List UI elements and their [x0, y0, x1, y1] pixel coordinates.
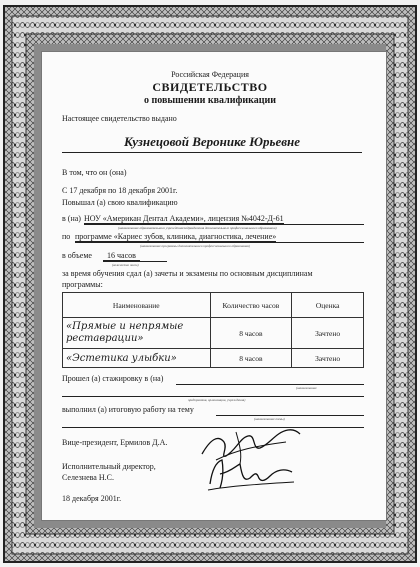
volume-prefix: в объеме — [62, 251, 92, 260]
final-work-caption: (наименование темы) — [254, 417, 285, 421]
country-name: Российская Федерация — [171, 70, 249, 79]
recipient-name: Кузнецовой Веронике Юрьевне — [123, 134, 301, 149]
internship-line-1 — [176, 384, 364, 385]
discipline-grade: Зачтено — [292, 318, 364, 349]
training-dates: С 17 декабря по 18 декабря 2001г. — [62, 186, 178, 195]
certificate-title: СВИДЕТЕЛЬСТВО — [152, 80, 268, 94]
final-work-label: выполнил (а) итоговую работу на тему — [62, 405, 194, 414]
raised-qualification: Повышал (а) свою квалификацию — [62, 198, 178, 207]
internship-line-2 — [62, 396, 364, 397]
internship-label: Прошел (а) стажировку в (на) — [62, 374, 164, 383]
institution-caption: (наименование образовательного учреждения/подразделения дополнительного профессионального образования) — [118, 226, 277, 230]
volume-line — [103, 261, 167, 262]
internship-caption-2: предприятия, организации, учреждения) — [188, 398, 246, 402]
col-header-grade: Оценка — [292, 293, 364, 318]
discipline-name: «Прямые и непрямые реставрации» — [63, 318, 211, 349]
issue-date: 18 декабря 2001г. — [62, 494, 122, 503]
program-prefix: по — [62, 232, 71, 241]
volume-value: 16 часов — [103, 251, 140, 261]
director-signature — [200, 452, 300, 494]
institution-prefix: в (на) — [62, 214, 81, 223]
program-line — [75, 242, 364, 243]
director-name: Селезнева Н.С. — [62, 473, 114, 482]
director-title: Исполнительный директор, — [62, 462, 156, 471]
discipline-grade: Зачтено — [292, 349, 364, 368]
intro-text: Настоящее свидетельство выдано — [62, 114, 177, 123]
institution-value: НОУ «Американ Дентал Академи», лицензия №4042-Д-61 — [84, 214, 284, 223]
that-line: В том, что он (она) — [62, 168, 127, 177]
disciplines-table — [62, 292, 364, 368]
internship-caption-1: (наименование — [296, 386, 317, 390]
col-header-name: Наименование — [63, 293, 211, 318]
final-work-line-1 — [216, 415, 364, 416]
program-caption: (наименование программы дополнительного профессионального образования) — [140, 244, 250, 248]
col-header-hours: Количество часов — [210, 293, 292, 318]
vice-president-signatory: Вице-президент, Ермилов Д.А. — [62, 438, 168, 447]
program-value: программе «Кариес зубов, клиника, диагностика, лечение» — [75, 232, 277, 241]
volume-caption: (количество часов) — [112, 263, 139, 267]
institution-line — [84, 224, 364, 225]
table-row — [63, 349, 364, 368]
table-row — [63, 318, 364, 349]
table-header-row — [63, 293, 364, 318]
exams-line-2: программы: — [62, 280, 103, 289]
discipline-hours: 8 часов — [210, 318, 292, 349]
certificate-subtitle: о повышении квалификации — [143, 95, 277, 106]
exams-line-1: за время обучения сдал (а) зачеты и экзамены по основным дисциплинам — [62, 269, 313, 278]
recipient-underline — [62, 152, 362, 153]
discipline-hours: 8 часов — [210, 349, 292, 368]
discipline-name: «Эстетика улыбки» — [63, 349, 211, 368]
